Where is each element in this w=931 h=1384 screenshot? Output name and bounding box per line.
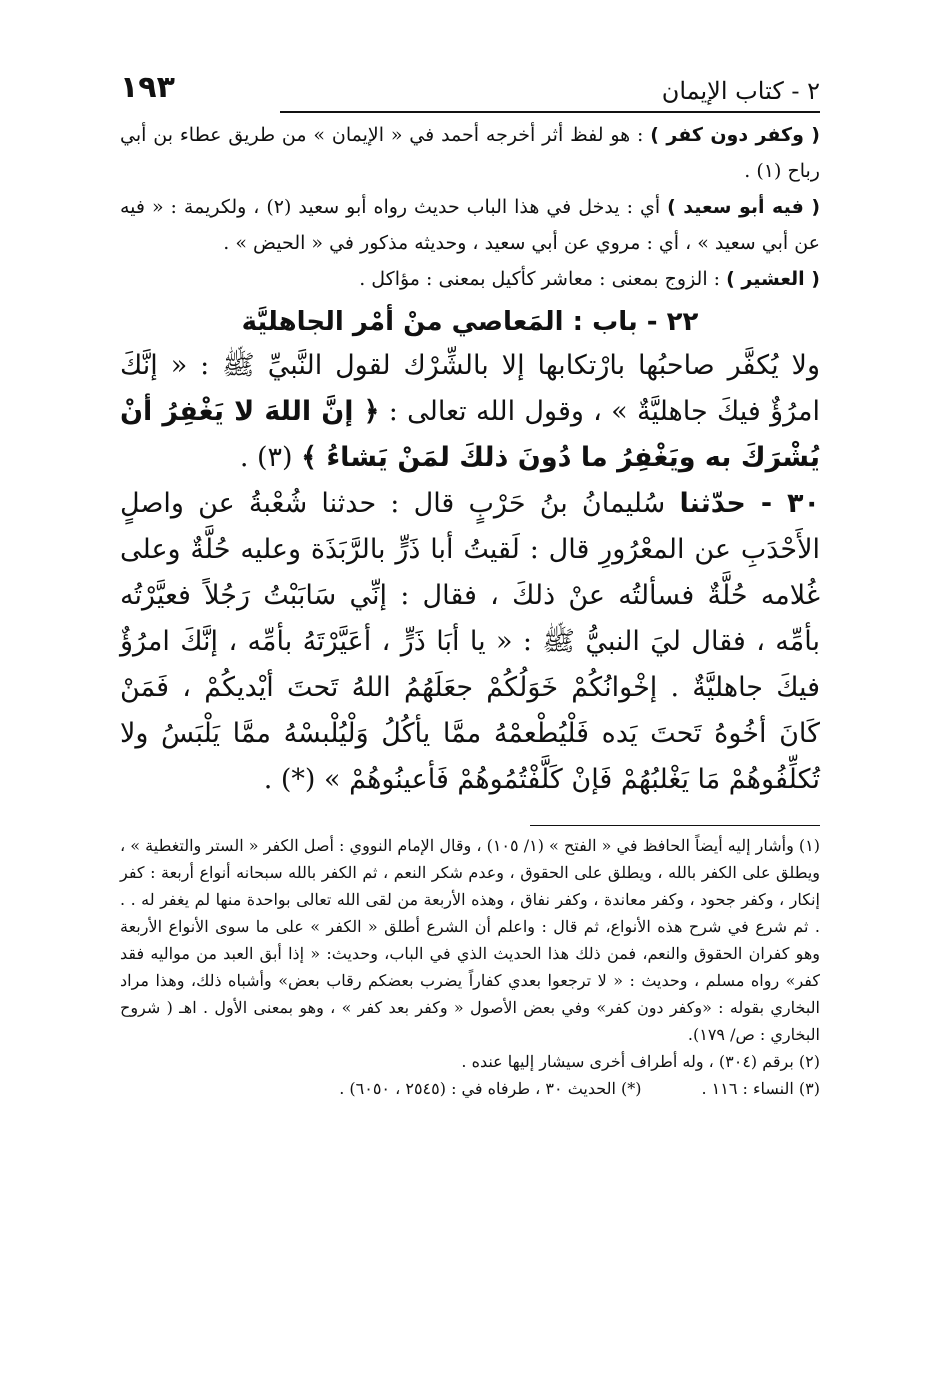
commentary-paragraph bbox=[120, 261, 820, 297]
footnote-1: (١) وأشار إليه أيضاً الحافظ في « الفتح » (١/ ١٠٥) ، وقال الإمام النووي : أصل الكفر « الستر والتغطية » ، ويطلق على الكفر بالله ، ويطلق على الحقوق ، وعدم شكر النعم ، ثم الكفر بالله سبحانه أنواع أربعة : كفر إنكار ، وكفر جحود ، وكفر معاندة ، وكفر نفاق ، وهذه الأربعة من لقى الله تعالى بواحدة منها لم يغفر له . . . ثم شرع في شرح هذه الأنواع، ثم قال : واعلم أن الشرع أطلق « الكفر » على ما سوى الأنواع الأربعة وهو كفران الحقوق والنعم، فمن ذلك هذا الحديث الذي في الباب، وحديث: « إذا أبق العبد من مواليه فقد كفر» رواه مسلم ، وحديث : « لا ترجعوا بعدي كفاراً يضرب بعضكم رقاب بعض» وأشباه ذلك، وهذا مراد البخاري بقوله : «وكفر دون كفر» وفي بعض الأصول « وكفر بعد كفر » ، وهو بمعنى الأول . اهـ ( شروح البخاري : ص/ ١٧٩). bbox=[120, 836, 821, 1044]
commentary-paragraph bbox=[120, 117, 820, 189]
book-page bbox=[120, 70, 820, 1102]
commentary-section bbox=[120, 117, 820, 297]
bab-intro-text: ولا يُكفَّر صاحبُها بارْتكابها إلا بالشِّرْك لقول النَّبيِّ ﷺ : « إنَّكَ امرُؤٌ فيكَ جاهليَّةٌ » ، وقول الله تعالى : bbox=[120, 350, 820, 427]
header-rule bbox=[280, 111, 820, 113]
footnote-star: (*) الحديث ٣٠ ، طرفاه في : (٢٥٤٥ ، ٦٠٥٠) . bbox=[339, 1079, 642, 1098]
hadith-text: سُليمانُ بنُ حَرْبٍ قال : حدثنا شُعْبةُ عن واصلٍ الأَحْدَبِ عن المعْرُورِ قال : لَقيتُ أبا ذَرٍّ بالرَّبَذَة وعليه حُلَّةٌ وعلى غُلامه حُلَّةٌ فسألتُه عنْ ذلكَ ، فقال : إنِّي سَابَبْتُ رَجُلاً فعيَّرْتُه بأمِّه ، فقال ليَ النبيُّ ﷺ : « يا أبَا ذَرٍّ ، أعَيَّرْتَهُ بأمِّه ، إنَّكَ امرُؤٌ فيكَ جاهليَّةٌ . إخْوانُكُمْ خَوَلُكُمْ جعَلَهُمُ اللهُ تَحتَ أيْديكُمْ ، فَمَنْ كَانَ أخُوهُ تَحتَ يَده فَلْيُطْعمْهُ ممَّا يأكُلُ وَلْيُلْبسْهُ ممَّا يَلْبَسُ ولا تُكلِّفُوهُمْ مَا يَغْلبُهُمْ فَإنْ كَلَّفْتُمُوهُمْ فَأعينُوهُمْ » (*) . bbox=[120, 488, 820, 795]
commentary-term: ( العشير ) bbox=[726, 268, 820, 290]
commentary-paragraph bbox=[120, 189, 820, 261]
commentary-text: : هو لفظ أثر أخرجه أحمد في « الإيمان » من طريق عطاء بن أبي رباح (١) . bbox=[120, 124, 820, 182]
bab-intro bbox=[120, 343, 820, 481]
footnote-last-line bbox=[120, 1075, 820, 1102]
footnotes bbox=[120, 832, 820, 1102]
commentary-text: : الزوج بمعنى : معاشر كأكيل بمعنى : مؤاكل . bbox=[359, 268, 727, 290]
hadith-paragraph bbox=[120, 481, 820, 803]
quran-verse: ﴿ إنَّ اللهَ لا يَغْفِرُ أنْ يُشْرَكَ به ويَغْفِرُ ما دُونَ ذلكَ لمَنْ يَشاءُ ﴾ bbox=[120, 396, 820, 473]
footnote-2: (٢) برقم (٣٠٤) ، وله أطراف أخرى سيشار إليها عنده . bbox=[461, 1052, 820, 1071]
commentary-term: ( فيه أبو سعيد ) bbox=[667, 196, 821, 218]
page-number: ١٩٣ bbox=[120, 70, 175, 105]
footnote-3: (٣) النساء : ١١٦ . bbox=[701, 1079, 820, 1098]
bab-title: ٢٢ - باب : المَعاصي منْ أمْر الجاهليَّة bbox=[241, 307, 699, 337]
chapter-title: ٢ - كتاب الإيمان bbox=[661, 77, 820, 105]
hadith-number: ٣٠ - حدّثنا bbox=[679, 488, 820, 519]
commentary-term: ( وكفر دون كفر ) bbox=[650, 124, 820, 146]
commentary-text: أي : يدخل في هذا الباب حديث رواه أبو سعيد (٢) ، ولكريمة : « فيه عن أبي سعيد » ، أي : مروي عن أبي سعيد ، وحديثه مذكور في « الحيض » . bbox=[120, 196, 820, 254]
footnote-rule bbox=[530, 825, 820, 826]
main-text bbox=[120, 343, 820, 803]
verse-ref: (٣) . bbox=[239, 442, 302, 473]
page-header bbox=[120, 70, 820, 111]
